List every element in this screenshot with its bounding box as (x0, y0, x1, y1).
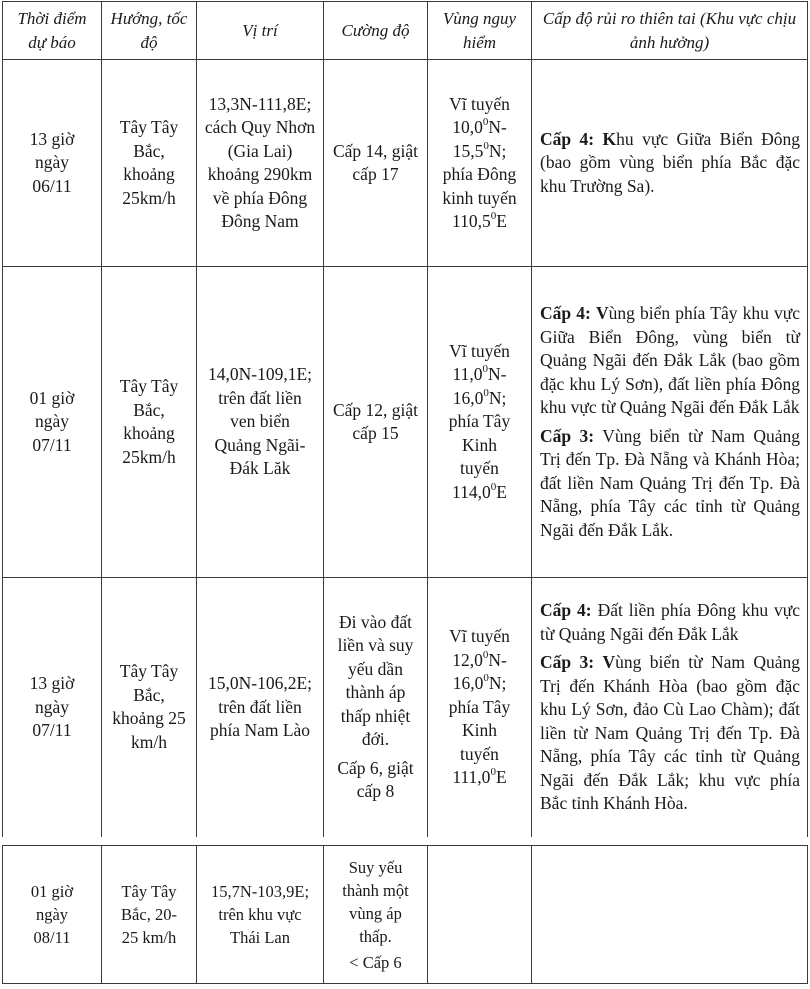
cell-risk-level (532, 846, 808, 984)
cell-direction: Tây Tây Bắc, 20-25 km/h (102, 846, 197, 984)
risk-entry: Cấp 3: Vùng biển từ Nam Quảng Trị đến Khánh Hòa (bao gồm đặc khu Lý Sơn, đảo Cù Lao Chàm); đất liền từ Nam Quảng Trị đến Tp. Đà Nẵng, phía Tây các tỉnh từ Quảng Ngãi đến Đắk Lắk; khu vực phía Bắc tỉnh Khánh Hòa. (540, 652, 800, 813)
cell-intensity: Đi vào đất liền và suy yếu dần thành áp thấp nhiệt đới. Cấp 6, giật cấp 8 (324, 578, 428, 837)
cell-direction: Tây Tây Bắc, khoảng 25km/h (102, 267, 197, 578)
header-intensity: Cường độ (324, 2, 428, 60)
table-row (3, 267, 808, 578)
cell-time: 01 giờ ngày 08/11 (3, 846, 102, 984)
cell-intensity: Suy yếu thành một vùng áp thấp. < Cấp 6 (324, 846, 428, 984)
cell-position: 14,0N-109,1E; trên đất liền ven biển Quảng Ngãi-Đák Lăk (197, 267, 324, 578)
cell-risk-level (532, 60, 808, 267)
risk-entry: Cấp 4: Vùng biển phía Tây khu vực Giữa Biển Đông, vùng biển từ Quảng Ngãi đến Đắk Lắk (bao gồm đặc khu Lý Sơn), đất liền phía Đông khu vực từ Quảng Ngãi đến Đắk Lắk (540, 303, 801, 417)
cell-risk-level (532, 267, 808, 578)
header-danger-zone: Vùng nguy hiểm (428, 2, 532, 60)
risk-entry: Cấp 3: Vùng biển từ Nam Quảng Trị đến Tp. Đà Nẵng và Khánh Hòa; đất liền Nam Quảng Trị đến Tp. Đà Nẵng, phía Tây các tỉnh từ Quảng Ngãi đến Đắk Lắk. (540, 425, 801, 540)
header-direction: Hướng, tốc độ (102, 2, 197, 60)
cell-direction: Tây Tây Bắc, khoảng 25km/h (102, 60, 197, 267)
table-row (3, 846, 808, 984)
cell-danger-zone (428, 846, 532, 984)
header-position: Vị trí (197, 2, 324, 60)
table-row (3, 578, 808, 837)
table-row (3, 60, 808, 267)
cell-position: 13,3N-111,8E; cách Quy Nhơn (Gia Lai) khoảng 290km về phía Đông Đông Nam (197, 60, 324, 267)
cell-danger-zone: Vĩ tuyến 10,0$^0$N- 15,5$^0$N; phía Đông kinh tuyến 110,5$^0$E (428, 60, 532, 267)
cell-intensity: Cấp 12, giật cấp 15 (324, 267, 428, 578)
cell-time: 13 giờ ngày 06/11 (3, 60, 102, 267)
cell-direction: Tây Tây Bắc, khoảng 25 km/h (102, 578, 197, 837)
cell-time: 13 giờ ngày 07/11 (3, 578, 102, 837)
cell-intensity: Cấp 14, giật cấp 17 (324, 60, 428, 267)
cell-danger-zone: Vĩ tuyến 11,0$^0$N- 16,0$^0$N; phía Tây Kinh tuyến 114,0$^0$E (428, 267, 532, 578)
cell-time: 01 giờ ngày 07/11 (3, 267, 102, 578)
header-row (3, 2, 808, 60)
cell-position: 15,7N-103,9E; trên khu vực Thái Lan (197, 846, 324, 984)
header-risk-level: Cấp độ rủi ro thiên tai (Khu vực chịu ảnh hưởng) (532, 2, 808, 60)
risk-entry: Cấp 4: Khu vực Giữa Biển Đông (bao gồm vùng biển phía Bắc đặc khu Trường Sa). (540, 128, 801, 196)
cell-position: 15,0N-106,2E; trên đất liền phía Nam Lào (197, 578, 324, 837)
cell-risk-level (532, 578, 808, 837)
cell-danger-zone: Vĩ tuyến 12,0$^0$N- 16,0$^0$N; phía Tây Kinh tuyến 111,0$^0$E (428, 578, 532, 837)
forecast-table-continued (2, 845, 808, 984)
header-time: Thời điểm dự báo (3, 2, 102, 60)
forecast-table (2, 1, 808, 837)
risk-entry: Cấp 4: Đất liền phía Đông khu vực từ Quảng Ngãi đến Đắk Lắk (540, 600, 801, 644)
